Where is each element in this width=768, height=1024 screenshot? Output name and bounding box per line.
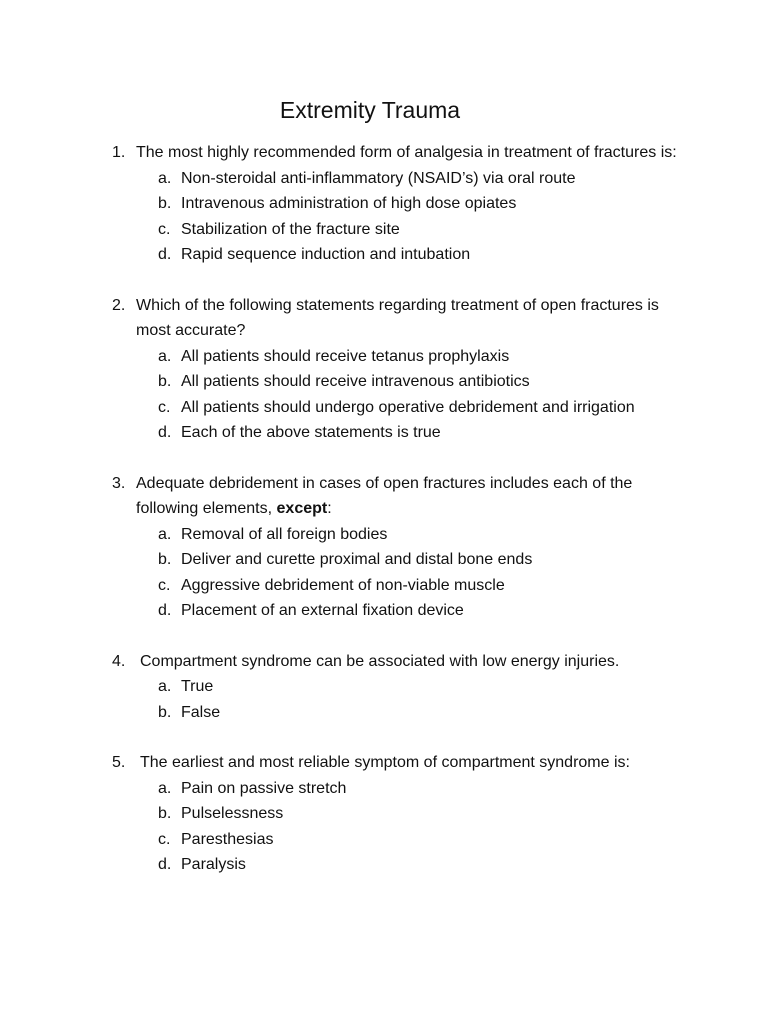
option-item — [0, 217, 768, 243]
option-letter: c. — [158, 576, 171, 594]
question-list — [0, 140, 768, 903]
option-item — [0, 191, 768, 217]
option-letter: d. — [158, 602, 172, 619]
option-letter: b. — [158, 195, 172, 212]
option-item — [0, 852, 768, 878]
option-letter: a. — [158, 169, 172, 187]
question-number: 4. — [112, 652, 126, 670]
option-text: Rapid sequence induction and intubation — [181, 246, 471, 263]
question-number: 3. — [112, 474, 126, 492]
option-item — [0, 776, 768, 802]
option-item — [0, 522, 768, 548]
option-item — [0, 395, 768, 421]
option-letter: d. — [158, 246, 172, 263]
option-text: Intravenous administration of high dose opiates — [181, 195, 517, 212]
question-4 — [0, 649, 768, 726]
option-text: Removal of all foreign bodies — [181, 525, 388, 543]
question-number: 2. — [112, 296, 126, 314]
question-2 — [0, 293, 768, 446]
question-3 — [0, 471, 768, 624]
option-text: Each of the above statements is true — [181, 424, 441, 441]
option-item — [0, 344, 768, 370]
option-item — [0, 674, 768, 700]
option-letter: a. — [158, 678, 172, 695]
option-list — [0, 776, 768, 878]
option-text: Paresthesias — [181, 830, 274, 848]
question-text-part: Adequate debridement in cases of open fractures includes each of the following elements, — [136, 474, 633, 517]
option-letter: b. — [158, 703, 172, 721]
question-1 — [0, 140, 768, 268]
question-number: 5. — [112, 754, 126, 771]
option-text: All patients should receive tetanus prophylaxis — [181, 347, 510, 365]
question-text: Compartment syndrome can be associated with low energy injuries. — [140, 652, 620, 670]
emphasis-text: except — [276, 500, 328, 517]
option-list — [0, 522, 768, 624]
option-item — [0, 827, 768, 853]
option-letter: a. — [158, 347, 172, 365]
option-item — [0, 598, 768, 624]
page-title: Extremity Trauma — [279, 97, 461, 123]
option-letter: b. — [158, 805, 172, 822]
option-letter: d. — [158, 424, 172, 441]
option-letter: b. — [158, 373, 172, 390]
option-item — [0, 242, 768, 268]
option-letter: c. — [158, 220, 171, 238]
option-letter: c. — [158, 830, 171, 848]
question-text: The most highly recommended form of analgesia in treatment of fractures is: — [136, 144, 677, 161]
question-number: 1. — [112, 144, 126, 161]
option-list — [0, 344, 768, 446]
option-text: Non-steroidal anti-inflammatory (NSAID’s) via oral route — [181, 169, 576, 187]
option-text: All patients should receive intravenous antibiotics — [181, 373, 530, 390]
option-text: Pulselessness — [181, 805, 284, 822]
question-text: The earliest and most reliable symptom of compartment syndrome is: — [140, 754, 630, 771]
question-text-part: : — [327, 500, 332, 517]
option-list — [0, 674, 768, 725]
option-text: Aggressive debridement of non-viable muscle — [181, 576, 505, 594]
option-text: True — [181, 678, 214, 695]
option-item — [0, 547, 768, 573]
option-letter: c. — [158, 398, 171, 416]
option-item — [0, 369, 768, 395]
option-item — [0, 166, 768, 192]
option-text: False — [181, 703, 221, 721]
option-letter: a. — [158, 525, 172, 543]
option-letter: d. — [158, 856, 172, 873]
option-list — [0, 166, 768, 268]
option-text: Deliver and curette proximal and distal bone ends — [181, 551, 533, 568]
question-text: Which of the following statements regarding treatment of open fractures is most accurate? — [136, 296, 659, 339]
option-letter: a. — [158, 779, 172, 797]
option-item — [0, 801, 768, 827]
option-letter: b. — [158, 551, 172, 568]
question-5 — [0, 750, 768, 878]
question-text — [136, 471, 684, 522]
option-text: Stabilization of the fracture site — [181, 220, 400, 238]
option-text: All patients should undergo operative debridement and irrigation — [181, 398, 635, 416]
option-item — [0, 700, 768, 726]
option-text: Placement of an external fixation device — [181, 602, 464, 619]
option-text: Paralysis — [181, 856, 246, 873]
option-item — [0, 420, 768, 446]
option-text: Pain on passive stretch — [181, 779, 347, 797]
option-item — [0, 573, 768, 599]
